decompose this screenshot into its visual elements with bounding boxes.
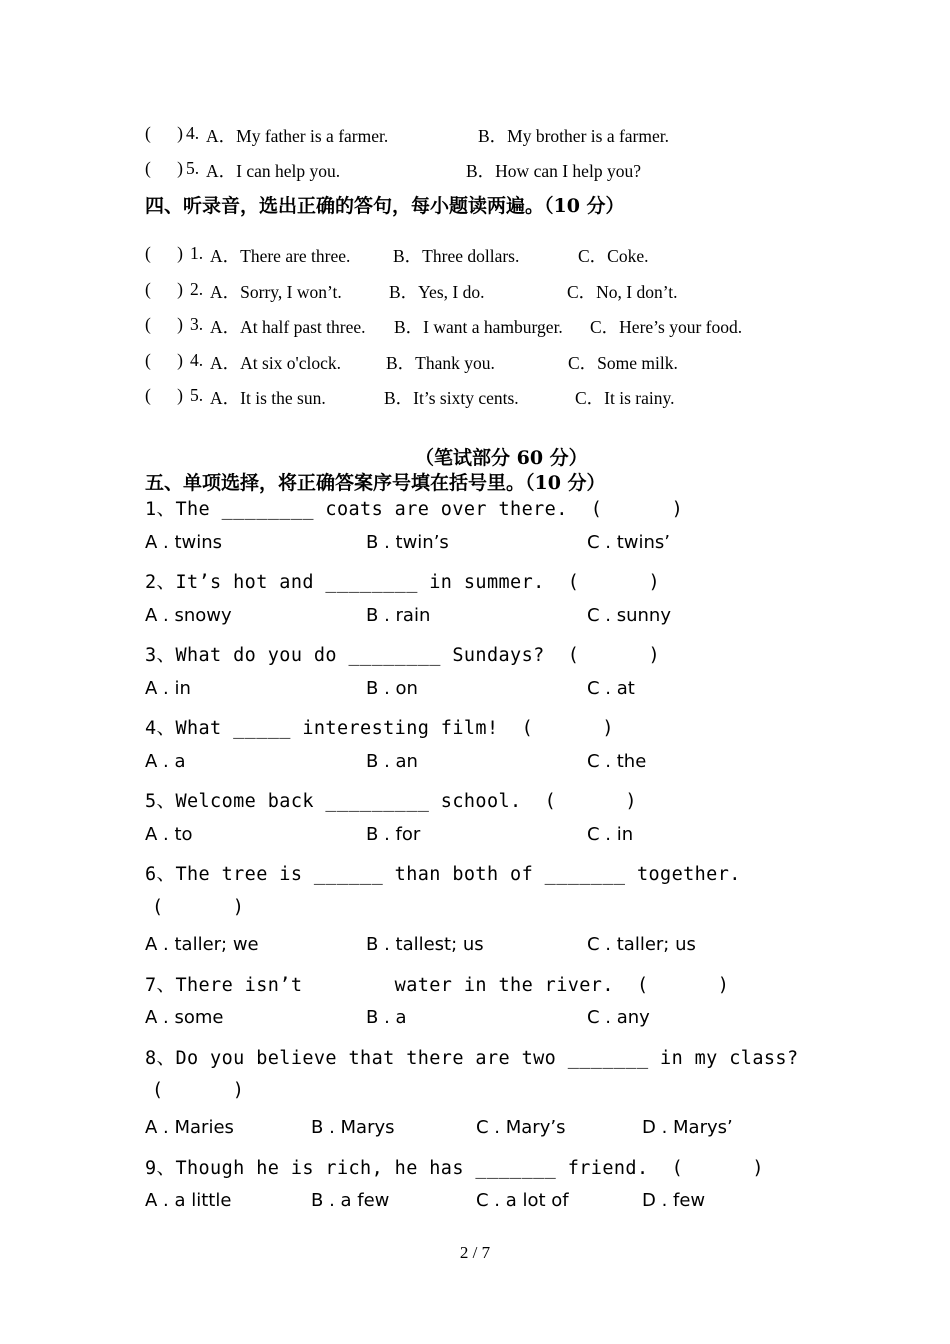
answer-paren[interactable]: ( ): [145, 385, 183, 405]
q1-option-c[interactable]: C . twins’: [587, 532, 671, 553]
answer-paren[interactable]: ( ): [145, 158, 183, 178]
item-number: 4.: [190, 350, 204, 370]
written-part-title: （笔试部分 60 分）: [415, 447, 588, 469]
item-number: 1.: [190, 243, 204, 263]
q4-option-b[interactable]: B . an: [366, 751, 418, 772]
item-number: 5.: [186, 158, 200, 178]
question-5: 5、Welcome back _________ school. ( ): [145, 791, 637, 812]
q9-option-b[interactable]: B . a few: [311, 1190, 390, 1211]
option-b: B．How can I help you?: [466, 161, 641, 181]
option-a: A．At six o'clock.: [210, 353, 341, 373]
q7-option-c[interactable]: C . any: [587, 1007, 650, 1028]
option-c: C．It is rainy.: [575, 388, 675, 408]
option-b: B．Yes, I do.: [389, 282, 485, 302]
q2-option-b[interactable]: B . rain: [366, 605, 431, 626]
option-c: C．Coke.: [578, 246, 649, 266]
q6-option-c[interactable]: C . taller; us: [587, 934, 696, 955]
option-a: A．I can help you.: [206, 161, 341, 181]
page-number: 2 / 7: [459, 1243, 491, 1262]
q5-option-a[interactable]: A . to: [145, 824, 193, 845]
question-4: 4、What _____ interesting film! ( ): [145, 718, 614, 739]
q1-option-b[interactable]: B . twin’s: [366, 532, 449, 553]
option-a: A．There are three.: [210, 246, 351, 266]
item-number: 3.: [190, 314, 204, 334]
answer-paren[interactable]: ( ): [145, 123, 183, 143]
q9-option-d[interactable]: D . few: [642, 1190, 706, 1211]
option-b: B．It’s sixty cents.: [384, 388, 519, 408]
option-a: A．At half past three.: [210, 317, 366, 337]
q8-option-b[interactable]: B . Marys: [311, 1117, 395, 1138]
question-8-answer-paren[interactable]: ( ): [152, 1080, 245, 1101]
answer-paren[interactable]: ( ): [145, 279, 183, 299]
q6-option-a[interactable]: A . taller; we: [145, 934, 259, 955]
section4-heading: 四、听录音，选出正确的答句，每小题读两遍。（10 分）: [145, 195, 625, 217]
option-a: A．Sorry, I won’t.: [210, 282, 342, 302]
q2-option-a[interactable]: A . snowy: [145, 605, 232, 626]
answer-paren[interactable]: ( ): [145, 314, 183, 334]
q7-option-b[interactable]: B . a: [366, 1007, 407, 1028]
item-number: 2.: [190, 279, 204, 299]
q4-option-a[interactable]: A . a: [145, 751, 186, 772]
q4-option-c[interactable]: C . the: [587, 751, 647, 772]
q8-option-a[interactable]: A . Maries: [145, 1117, 234, 1138]
q3-option-a[interactable]: A . in: [145, 678, 191, 699]
q7-option-a[interactable]: A . some: [145, 1007, 224, 1028]
q3-option-c[interactable]: C . at: [587, 678, 635, 699]
section5-heading: 五、单项选择，将正确答案序号填在括号里。（10 分）: [145, 472, 606, 494]
option-c: C．Some milk.: [568, 353, 678, 373]
question-3: 3、What do you do ________ Sundays? ( ): [145, 645, 661, 666]
item-number: 5.: [190, 385, 204, 405]
option-c: C．No, I don’t.: [567, 282, 678, 302]
question-2: 2、It’s hot and ________ in summer. ( ): [145, 572, 661, 593]
q6-option-b[interactable]: B . tallest; us: [366, 934, 484, 955]
q5-option-b[interactable]: B . for: [366, 824, 421, 845]
q9-option-c[interactable]: C . a lot of: [476, 1190, 569, 1211]
option-c: C．Here’s your food.: [590, 317, 743, 337]
option-b: B．My brother is a farmer.: [478, 126, 669, 146]
answer-paren[interactable]: ( ): [145, 350, 183, 370]
q2-option-c[interactable]: C . sunny: [587, 605, 671, 626]
question-6-answer-paren[interactable]: ( ): [152, 897, 245, 918]
question-8: 8、Do you believe that there are two _______ in my class?: [145, 1048, 799, 1069]
option-a: A．It is the sun.: [210, 388, 326, 408]
q8-option-c[interactable]: C . Mary’s: [476, 1117, 566, 1138]
question-1: 1、The ________ coats are over there. ( ): [145, 499, 684, 520]
q9-option-a[interactable]: A . a little: [145, 1190, 232, 1211]
question-6: 6、The tree is ______ than both of _______ together.: [145, 864, 741, 885]
question-7: 7、There isn’t water in the river. ( ): [145, 975, 730, 996]
q5-option-c[interactable]: C . in: [587, 824, 634, 845]
answer-paren[interactable]: ( ): [145, 243, 183, 263]
option-b: B．Three dollars.: [393, 246, 520, 266]
option-b: B．Thank you.: [386, 353, 495, 373]
q1-option-a[interactable]: A . twins: [145, 532, 223, 553]
q3-option-b[interactable]: B . on: [366, 678, 418, 699]
item-number: 4.: [186, 123, 200, 143]
option-b: B．I want a hamburger.: [394, 317, 563, 337]
q8-option-d[interactable]: D . Marys’: [642, 1117, 733, 1138]
option-a: A．My father is a farmer.: [206, 126, 389, 146]
question-9: 9、Though he is rich, he has _______ friend. ( ): [145, 1158, 764, 1179]
